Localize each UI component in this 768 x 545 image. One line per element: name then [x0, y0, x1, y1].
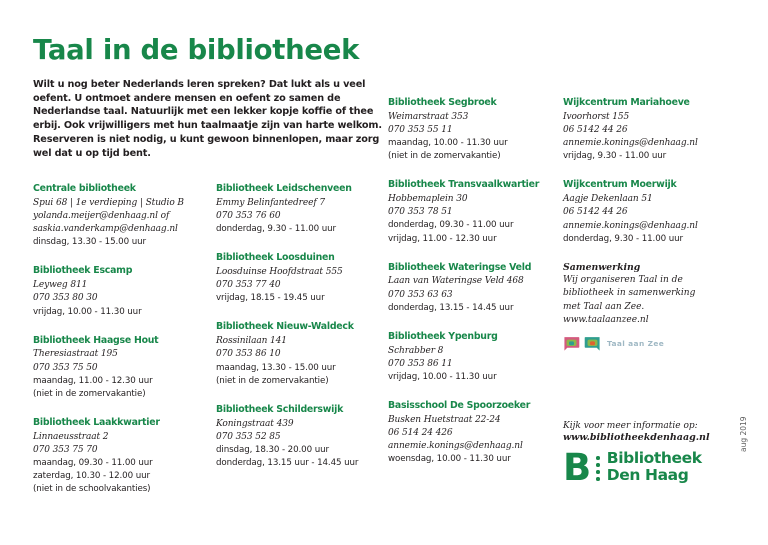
location-address: Theresiastraat 195 — [33, 349, 118, 360]
location-entry — [388, 400, 566, 466]
bibliotheek-den-haag-logo — [563, 445, 738, 489]
samenwerking-block — [563, 262, 743, 352]
location-entry — [216, 183, 392, 236]
location-phone: 06 5142 44 26 — [563, 207, 628, 218]
location-name: Bibliotheek Leidschenveen — [216, 183, 352, 194]
location-address: Linnaeusstraat 2 — [33, 431, 109, 442]
location-hours: vrijdag, 10.00 - 11.30 uur — [388, 371, 497, 382]
logo-wordmark-line1: Bibliotheek — [606, 449, 702, 467]
location-address: Spui 68 | 1e verdieping | Studio B — [33, 197, 184, 208]
location-email[interactable]: saskia.vanderkamp@denhaag.nl — [33, 224, 178, 235]
location-address: Aagje Dekenlaan 51 — [563, 194, 653, 205]
location-entry — [33, 265, 209, 318]
location-address: Rossinilaan 141 — [216, 336, 287, 347]
footer-logo-block — [563, 421, 738, 489]
location-phone: 06 5142 44 26 — [563, 124, 628, 135]
location-address: Ivoorhorst 155 — [563, 111, 630, 122]
location-phone: 070 353 63 63 — [388, 289, 453, 300]
samenwerking-text: bibliotheek in samenwerking — [563, 288, 696, 299]
location-entry — [388, 262, 566, 315]
location-hours: maandag, 10.00 - 11.30 uur — [388, 138, 508, 149]
location-phone: 070 353 86 10 — [216, 349, 281, 360]
location-phone: 070 353 76 60 — [216, 210, 281, 221]
taal-aan-zee-wordmark: Taal aan Zee — [607, 338, 665, 348]
location-name: Bibliotheek Escamp — [33, 265, 133, 277]
location-address: Hobbemaplein 30 — [388, 194, 468, 205]
location-email[interactable]: annemie.konings@denhaag.nl — [563, 138, 698, 149]
location-hours: maandag, 09.30 - 11.00 uur — [33, 458, 153, 469]
samenwerking-title: Samenwerking — [563, 261, 641, 273]
location-address: Leyweg 811 — [33, 280, 88, 291]
location-hours: vrijdag, 10.00 - 11.30 uur — [33, 306, 142, 317]
location-hours: maandag, 13.30 - 15.00 uur — [216, 362, 336, 373]
location-email[interactable]: yolanda.meijer@denhaag.nl of — [33, 210, 170, 221]
location-phone: 070 353 55 11 — [388, 124, 453, 135]
listing-column-2 — [216, 183, 392, 470]
masthead — [33, 36, 383, 160]
location-name: Bibliotheek Nieuw-Waldeck — [216, 321, 354, 333]
speech-bubble-icon — [584, 335, 601, 352]
samenwerking-text: Wij organiseren Taal in de — [563, 274, 683, 285]
location-address: Laan van Wateringse Veld 468 — [388, 276, 524, 287]
location-name: Wijkcentrum Moerwijk — [563, 179, 677, 191]
location-phone: 070 353 75 50 — [33, 362, 98, 373]
location-name: Bibliotheek Loosduinen — [216, 252, 335, 264]
publication-date: aug 2019 — [739, 416, 748, 452]
listing-column-4 — [563, 97, 743, 352]
location-address: Busken Huetstraat 22-24 — [388, 414, 501, 425]
logo-wordmark-line2: Den Haag — [606, 466, 689, 485]
location-entry — [388, 179, 566, 245]
location-entry — [216, 252, 392, 305]
location-entry — [216, 404, 392, 470]
location-phone: 070 353 52 85 — [216, 431, 281, 442]
location-email[interactable]: annemie.konings@denhaag.nl — [563, 220, 698, 231]
location-hours: donderdag, 9.30 - 11.00 uur — [216, 224, 337, 235]
location-entry — [33, 335, 209, 401]
location-hours: (niet in de zomervakantie) — [388, 151, 501, 162]
location-phone: 070 353 75 70 — [33, 444, 98, 455]
location-hours: vrijdag, 9.30 - 11.00 uur — [563, 151, 667, 162]
location-email[interactable]: annemie.konings@denhaag.nl — [388, 441, 523, 452]
location-phone: 070 353 78 51 — [388, 207, 453, 218]
logo-letter-b: B — [563, 445, 591, 489]
location-name: Centrale bibliotheek — [33, 183, 136, 194]
location-address: Schrabber 8 — [388, 345, 444, 356]
location-hours: woensdag, 10.00 - 11.30 uur — [388, 454, 511, 465]
location-hours: dinsdag, 13.30 - 15.00 uur — [33, 237, 146, 248]
location-hours: donderdag, 09.30 - 11.00 uur — [388, 220, 514, 231]
location-name: Bibliotheek Laakkwartier — [33, 416, 160, 428]
location-hours: (niet in de zomervakantie) — [216, 375, 329, 386]
location-name: Basisschool De Spoorzoeker — [388, 400, 531, 412]
location-phone: 070 353 80 30 — [33, 293, 98, 304]
location-entry — [33, 183, 209, 249]
logo-wordmark — [607, 450, 702, 485]
location-hours: vrijdag, 11.00 - 12.30 uur — [388, 233, 497, 244]
location-hours: maandag, 11.00 - 12.30 uur — [33, 375, 153, 386]
listing-column-3 — [388, 97, 566, 466]
location-name: Bibliotheek Haagse Hout — [33, 334, 159, 346]
location-name: Bibliotheek Ypenburg — [388, 330, 498, 342]
location-hours: dinsdag, 18.30 - 20.00 uur — [216, 444, 329, 455]
intro-paragraph: Wilt u nog beter Nederlands leren spreken? Dat lukt als u veel oefent. U ontmoet andere mensen en oefent zo samen de Nederlandse taal. Natuurlijk met een lekker kopje koffie of thee erbij. Ook vrijwilligers met hun taalmaatje zijn van harte welkom. Reserveren is niet nodig, u kunt gewoon binnenlopen, maar zorg wel dat u op tijd bent. — [33, 78, 382, 159]
location-entry — [216, 321, 392, 387]
location-address: Koningstraat 439 — [216, 418, 294, 429]
location-hours: donderdag, 9.30 - 11.00 uur — [563, 233, 684, 244]
location-address: Emmy Belinfantedreef 7 — [216, 197, 325, 208]
taalaanzee-url[interactable]: www.taalaanzee.nl — [563, 315, 649, 326]
location-hours: zaterdag, 10.30 - 12.00 uur — [33, 471, 150, 482]
location-address: Weimarstraat 353 — [388, 111, 469, 122]
location-name: Bibliotheek Segbroek — [388, 97, 497, 108]
location-phone: 070 353 77 40 — [216, 280, 281, 291]
location-hours: (niet in de schoolvakanties) — [33, 484, 151, 495]
samenwerking-text: met Taal aan Zee. — [563, 301, 645, 312]
location-entry — [563, 97, 743, 163]
location-entry — [388, 331, 566, 384]
location-entry — [33, 417, 209, 496]
location-entry — [563, 179, 743, 245]
location-entry — [388, 97, 566, 163]
location-name: Wijkcentrum Mariahoeve — [563, 97, 690, 108]
location-phone: 06 514 24 426 — [388, 428, 453, 438]
location-hours: donderdag, 13.15 - 14.45 uur — [388, 302, 514, 313]
location-hours: donderdag, 13.15 uur - 14.45 uur — [216, 457, 359, 468]
location-hours: vrijdag, 18.15 - 19.45 uur — [216, 293, 325, 304]
location-name: Bibliotheek Transvaalkwartier — [388, 179, 540, 191]
page-title: Taal in de bibliotheek — [33, 34, 360, 66]
footer-kijk-label: Kijk voor meer informatie op: — [563, 421, 698, 431]
footer-website-url[interactable]: www.bibliotheekdenhaag.nl — [563, 432, 710, 443]
logo-dots-icon — [596, 454, 600, 481]
location-name: Bibliotheek Wateringse Veld — [388, 261, 532, 273]
location-name: Bibliotheek Schilderswijk — [216, 403, 344, 415]
taal-aan-zee-logo — [563, 335, 743, 352]
speech-bubble-icon — [563, 335, 580, 352]
location-hours: (niet in de zomervakantie) — [33, 388, 146, 399]
listing-column-1 — [33, 183, 209, 496]
location-address: Loosduinse Hoofdstraat 555 — [216, 266, 343, 277]
location-phone: 070 353 86 11 — [388, 358, 453, 369]
